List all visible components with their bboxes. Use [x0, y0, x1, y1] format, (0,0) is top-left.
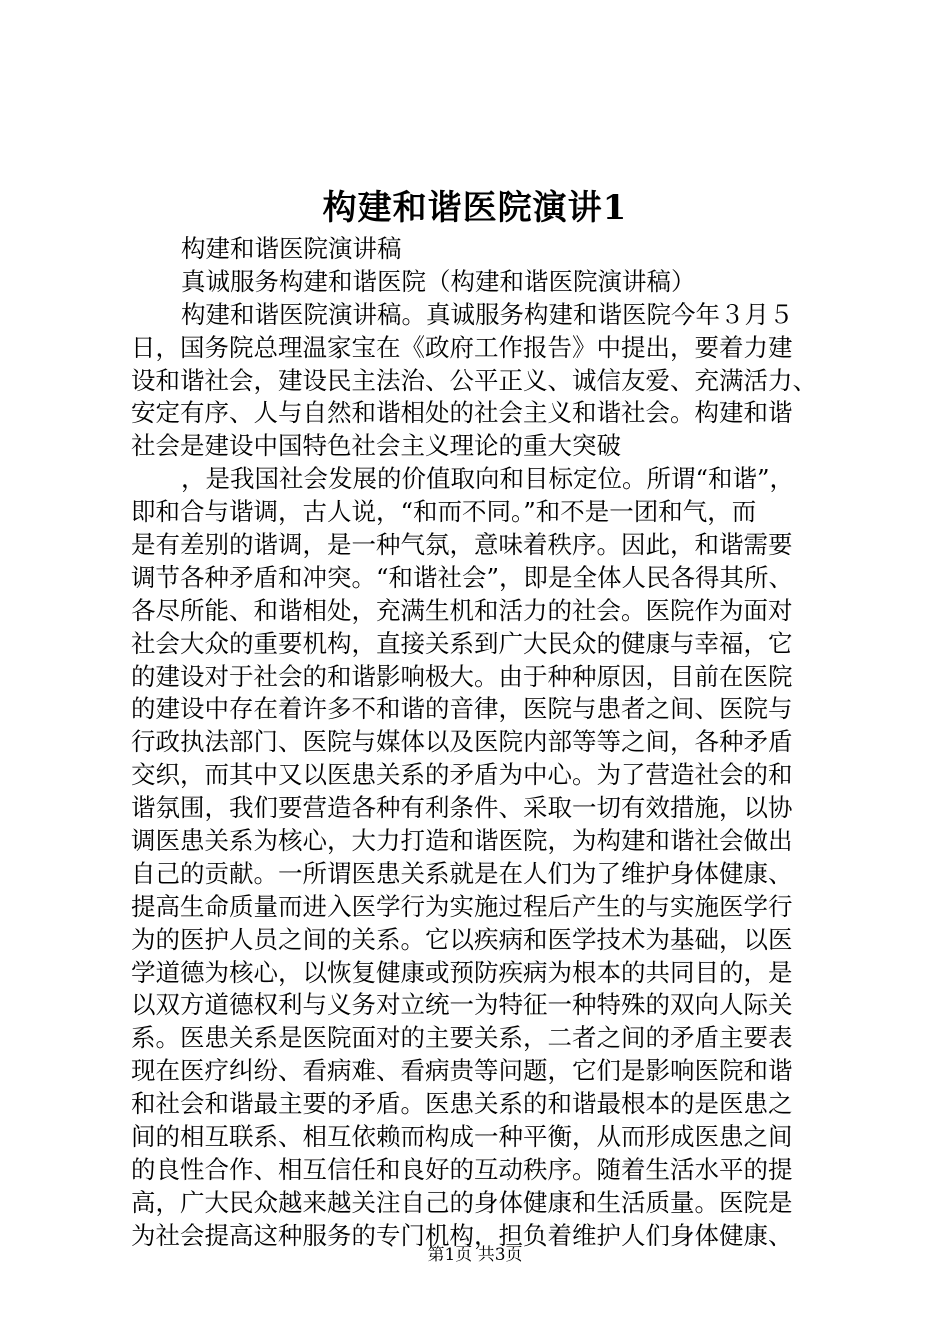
- body-line: 为的医护人员之间的关系。它以疾病和医学技术为基础，以医: [131, 924, 793, 954]
- body-line: 社会是建设中国特色社会主义理论的重大突破: [131, 431, 621, 461]
- body-line: 交织，而其中又以医患关系的矛盾为中心。为了营造社会的和: [131, 760, 793, 790]
- body-line: 高，广大民众越来越关注自己的身体健康和生活质量。医院是: [131, 1187, 793, 1217]
- body-line: 自己的贡献。一所谓医患关系就是在人们为了维护身体健康、: [131, 858, 793, 888]
- body-line: 即和合与谐调，古人说，“和而不同。”和不是一团和气，而: [131, 497, 757, 527]
- body-line: 的良性合作、相互信任和良好的互动秩序。随着生活水平的提: [131, 1154, 793, 1184]
- body-line: 各尽所能、和谐相处，充满生机和活力的社会。医院作为面对: [131, 595, 793, 625]
- body-line: 安定有序、人与自然和谐相处的社会主义和谐社会。构建和谐: [131, 398, 793, 428]
- document-title: 构建和谐医院演讲1: [322, 188, 628, 228]
- body-line: 间的相互联系、相互依赖而构成一种平衡，从而形成医患之间: [131, 1122, 793, 1152]
- body-line: 调医患关系为核心，大力打造和谐医院，为构建和谐社会做出: [131, 826, 793, 856]
- body-line: 设和谐社会，建设民主法治、公平正义、诚信友爱、充满活力、: [131, 365, 817, 395]
- body-line: 提高生命质量而进入医学行为实施过程后产生的与实施医学行: [131, 891, 793, 921]
- body-line: 是有差别的谐调，是一种气氛，意味着秩序。因此，和谐需要: [131, 530, 793, 560]
- body-line: 谐氛围，我们要营造各种有利条件、采取一切有效措施，以协: [131, 793, 793, 823]
- body-line: 系。医患关系是医院面对的主要关系，二者之间的矛盾主要表: [131, 1023, 793, 1053]
- page-footer: 第1页 共3页: [427, 1245, 523, 1265]
- body-line: 调节各种矛盾和冲突。“和谐社会”，即是全体人民各得其所、: [131, 562, 794, 592]
- body-line: 学道德为核心，以恢复健康或预防疾病为根本的共同目的，是: [131, 957, 793, 987]
- body-line: 以双方道德权利与义务对立统一为特征一种特殊的双向人际关: [131, 990, 793, 1020]
- body-line: 真诚服务构建和谐医院（构建和谐医院演讲稿）: [181, 266, 696, 296]
- body-line: 的建设对于社会的和谐影响极大。由于种种原因，目前在医院: [131, 661, 793, 691]
- body-line: 现在医疗纠纷、看病难、看病贵等问题，它们是影响医院和谐: [131, 1056, 793, 1086]
- body-line: 构建和谐医院演讲稿。真诚服务构建和谐医院今年３月５: [181, 299, 794, 329]
- body-line: 行政执法部门、医院与媒体以及医院内部等等之间，各种矛盾: [131, 727, 793, 757]
- body-line: 构建和谐医院演讲稿: [181, 234, 402, 263]
- body-line: ，是我国社会发展的价值取向和目标定位。所谓“和谐”，: [181, 464, 795, 494]
- body-line: 的建设中存在着许多不和谐的音律，医院与患者之间、医院与: [131, 694, 793, 724]
- document-body: [131, 233, 831, 1253]
- body-line: 日，国务院总理温家宝在《政府工作报告》中提出，要着力建: [131, 332, 793, 362]
- body-line: 和社会和谐最主要的矛盾。医患关系的和谐最根本的是医患之: [131, 1089, 793, 1119]
- body-line: 为社会提高这种服务的专门机构，担负着维护人们身体健康、: [131, 1220, 793, 1250]
- body-line: 社会大众的重要机构，直接关系到广大民众的健康与幸福，它: [131, 628, 793, 658]
